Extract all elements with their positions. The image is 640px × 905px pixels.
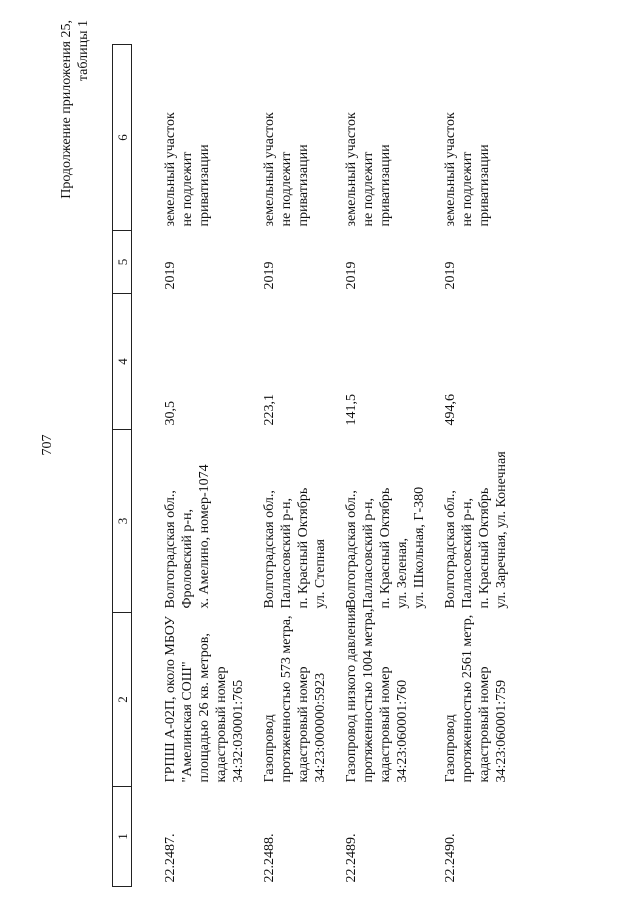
cell-name-line: протяженностью 1004 метра, bbox=[361, 608, 376, 783]
cell-name-line: "Амелинская СОШ" bbox=[180, 661, 195, 783]
cell-name bbox=[335, 606, 434, 787]
cell-year: 2019 bbox=[344, 261, 359, 290]
cell-address bbox=[434, 430, 516, 613]
cell-address bbox=[132, 430, 254, 613]
cell-name bbox=[434, 613, 516, 787]
cell-name-line: 34:23:060001:760 bbox=[395, 679, 410, 783]
cell-address-line: ул. Зеленая, bbox=[395, 538, 410, 609]
cell-address-line: Палласовский р-н, bbox=[460, 497, 475, 609]
cell-id: 22.2487. bbox=[163, 833, 178, 883]
cell-status-line: приватизации bbox=[477, 144, 492, 227]
cell-status bbox=[253, 45, 335, 231]
page-number: 707 bbox=[40, 434, 55, 456]
continuation-line: таблицы 1 bbox=[76, 20, 91, 82]
continuation-line: Продолжение приложения 25, bbox=[59, 20, 74, 199]
cell-address-line: п. Красный Октябрь bbox=[477, 487, 492, 609]
cell-address-line: ул. Школьная, Г-380 bbox=[412, 486, 427, 609]
cell-address-line: п. Красный Октябрь bbox=[378, 487, 393, 609]
cell-value: 141,5 bbox=[344, 394, 359, 426]
cell-status-line: земельный участок bbox=[443, 112, 458, 227]
column-header: 3 bbox=[113, 430, 132, 613]
cell-status-line: земельный участок bbox=[344, 112, 359, 227]
column-header: 6 bbox=[113, 45, 132, 231]
cell-year: 2019 bbox=[163, 261, 178, 290]
cell-status-line: не подлежит bbox=[361, 151, 376, 227]
cell-name-line: кадастровый номер bbox=[378, 666, 393, 783]
column-header: 1 bbox=[113, 787, 132, 887]
cell-status-line: приватизации bbox=[378, 144, 393, 227]
cell-address bbox=[335, 430, 434, 613]
cell-name-line: площадью 26 кв. метров, bbox=[197, 633, 212, 783]
cell-status bbox=[132, 45, 254, 231]
cell-name-line: ГРПШ А-02П, около МБОУ bbox=[163, 615, 178, 783]
table-row bbox=[434, 45, 516, 887]
cell-value: 494,6 bbox=[443, 394, 458, 426]
cell-status-line: не подлежит bbox=[279, 151, 294, 227]
cell-name-line: 34:23:000000:5923 bbox=[313, 672, 328, 783]
continuation-note bbox=[58, 20, 92, 199]
cell-address-line: Волгоградская обл., bbox=[163, 490, 178, 609]
cell-address-line: Волгоградская обл., bbox=[262, 490, 277, 609]
cell-status bbox=[434, 45, 516, 231]
cell-status-line: приватизации bbox=[296, 144, 311, 227]
cell-name bbox=[132, 613, 254, 787]
cell-id: 22.2489. bbox=[344, 833, 359, 883]
table-row bbox=[253, 45, 335, 887]
cell-year: 2019 bbox=[443, 261, 458, 290]
cell-id: 22.2488. bbox=[262, 833, 277, 883]
cell-address-line: Палласовский р-н, bbox=[279, 497, 294, 609]
cell-address-line: ул. Степная bbox=[313, 539, 328, 609]
cell-name-line: кадастровый номер bbox=[296, 666, 311, 783]
table-body bbox=[132, 45, 517, 887]
cell-address-line: Волгоградская обл., bbox=[443, 490, 458, 609]
cell-address-line: ул. Заречная, ул. Конечная bbox=[494, 451, 509, 609]
cell-name-line: 34:32:030001:765 bbox=[231, 679, 246, 783]
cell-name-line: протяженностью 2561 метр, bbox=[460, 614, 475, 783]
cell-status bbox=[335, 45, 434, 231]
cell-status-line: земельный участок bbox=[163, 112, 178, 227]
cell-name-line: кадастровый номер bbox=[214, 666, 229, 783]
cell-status-line: приватизации bbox=[197, 144, 212, 227]
cell-address-line: Фроловский р-н, bbox=[180, 508, 195, 609]
column-header: 2 bbox=[113, 613, 132, 787]
cell-name-line: Газопровод bbox=[443, 714, 458, 783]
column-header: 5 bbox=[113, 231, 132, 294]
cell-name-line: 34:23:060001:759 bbox=[494, 679, 509, 783]
column-header: 4 bbox=[113, 294, 132, 430]
cell-status-line: не подлежит bbox=[460, 151, 475, 227]
table-row bbox=[335, 45, 434, 887]
cell-address-line: х. Амелино, номер-1074 bbox=[197, 464, 212, 609]
cell-year: 2019 bbox=[262, 261, 277, 290]
cell-id: 22.2490. bbox=[443, 833, 458, 883]
cell-value: 223,1 bbox=[262, 394, 277, 426]
cell-name-line: кадастровый номер bbox=[477, 666, 492, 783]
table-header-row bbox=[113, 45, 132, 887]
cell-address bbox=[253, 430, 335, 613]
cell-name-line: Газопровод низкого давления bbox=[344, 606, 359, 783]
cell-status-line: земельный участок bbox=[262, 112, 277, 227]
cell-value: 30,5 bbox=[163, 401, 178, 426]
cell-name-line: протяженностью 573 метра, bbox=[279, 615, 294, 783]
cell-address-line: Волгоградская обл., bbox=[344, 490, 359, 609]
cell-name-line: Газопровод bbox=[262, 714, 277, 783]
table-row bbox=[132, 45, 254, 887]
cell-address-line: п. Красный Октябрь bbox=[296, 487, 311, 609]
property-register-table bbox=[112, 44, 516, 887]
cell-name bbox=[253, 613, 335, 787]
cell-address-line: Палласовский р-н, bbox=[361, 497, 376, 609]
cell-status-line: не подлежит bbox=[180, 151, 195, 227]
